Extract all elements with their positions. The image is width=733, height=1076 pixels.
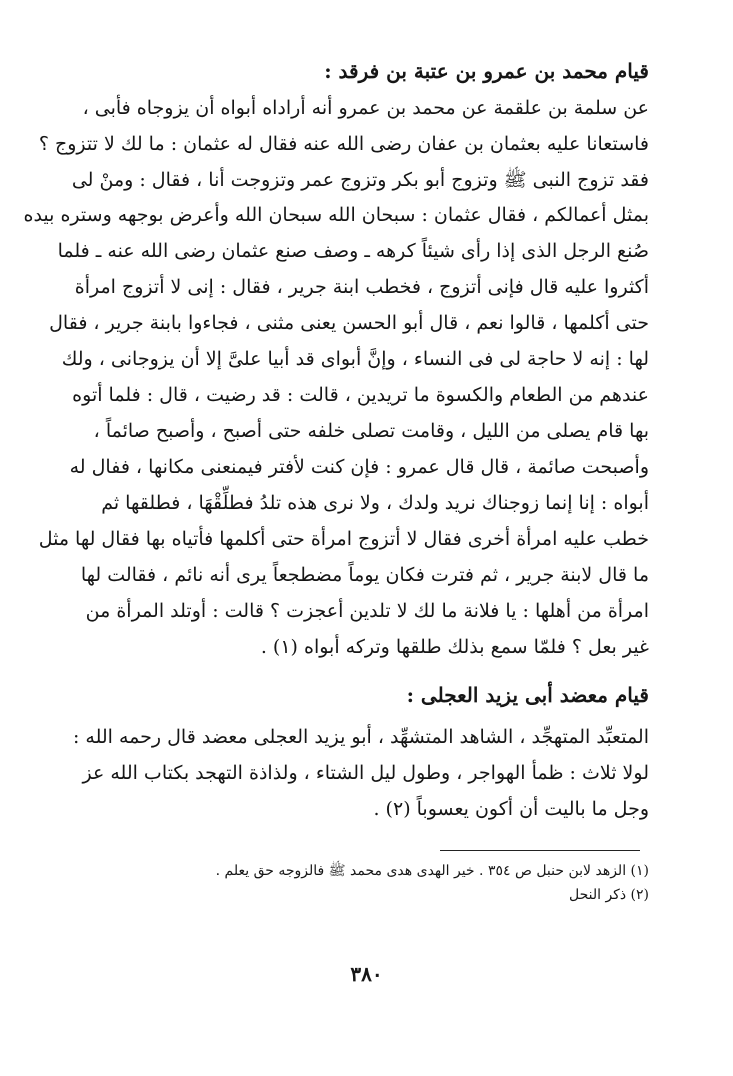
paragraph-line: لولا ثلاث : ظمأ الهواجر ، وطول ليل الشتاء ، ولذاذة التهجد بكتاب الله عز	[82, 762, 649, 784]
footnote: (١) الزهد لابن حنبل ص ٣٥٤ . خير الهدى هدى محمد ﷺ فالزوجه حق يعلم .	[215, 863, 649, 879]
paragraph-line: بمثل أعمالكم ، فقال عثمان : سبحان الله سبحان الله وأعرض بوجهه وستره بيده	[23, 204, 649, 226]
paragraph-line: امرأة من أهلها : يا فلانة ما لك لا تلدين أعجزت ؟ قالت : أوتلد المرأة من	[85, 600, 649, 622]
paragraph-line: فقد تزوج النبى ﷺ وتزوج أبو بكر وتزوج عمر وتزوجت أنا ، فقال : ومنْ لى	[71, 169, 649, 191]
paragraph-line: بها قام يصلى من الليل ، وقامت تصلى خلفه حتى أصبح ، وأصبح صائماً ،	[93, 420, 649, 442]
paragraph-line: حتى أكلمها ، قالوا نعم ، قال أبو الحسن يعنى مثنى ، فجاءوا بابنة جرير ، فقال	[49, 312, 649, 334]
paragraph-line: أكثروا عليه قال فإنى أتزوج ، فخطب ابنة جرير ، فقال : إنى لا أتزوج امرأة	[74, 276, 649, 298]
paragraph-line: أبواه : إنا إنما زوجناك نريد ولدك ، ولا نرى هذه تلدُ فطلِّقْهَا ، فطلقها ثم	[101, 492, 649, 514]
footnote: (٢) ذكر النحل	[568, 887, 649, 903]
paragraph-line: عندهم من الطعام والكسوة ما تريدين ، قالت : قد رضيت ، قال : فلما أتوه	[72, 384, 649, 406]
paragraph-line: خطب عليه امرأة أخرى فقال لا أتزوج امرأة حتى أكلمها فأتياه بها فقال لها مثل	[38, 528, 649, 550]
paragraph-line: المتعبِّد المتهجِّد ، الشاهد المتشهِّد ، أبو يزيد العجلى معضد قال رحمه الله :	[72, 726, 649, 748]
paragraph-line: فاستعانا عليه بعثمان بن عفان رضى الله عنه فقال له عثمان : ما لك لا تتزوج ؟	[38, 133, 649, 155]
page-number: ٣٨٠	[350, 962, 383, 986]
paragraph-line: ما قال لابنة جرير ، ثم فترت فكان يوماً مضطجعاً يرى أنه نائم ، فقالت لها	[80, 564, 649, 586]
paragraph-line: وجل ما باليت أن أكون يعسوباً (٢) .	[373, 798, 649, 820]
paragraph-line: وأصبحت صائمة ، قال قال عمرو : فإن كنت لأفتر فيمنعنى مكانها ، ففال له	[69, 456, 649, 478]
paragraph-line: غير بعل ؟ فلمّا سمع بذلك طلقها وتركه أبواه (١) .	[260, 636, 649, 658]
paragraph-line: لها : إنه لا حاجة لى فى النساء ، وإنَّ أبواى قد أبيا علىَّ إلا أن يزوجانى ، ولك	[61, 348, 649, 370]
paragraph-line: عن سلمة بن علقمة عن محمد بن عمرو أنه أراداه أبواه أن يزوجاه فأبى ،	[82, 97, 649, 119]
section-heading-2: قيام معضد أبى يزيد العجلى :	[406, 683, 649, 707]
section-heading-1: قيام محمد بن عمرو بن عتبة بن فرقد :	[324, 59, 649, 83]
paragraph-line: صُنع الرجل الذى إذا رأى شيئاً كرهه ـ وصف صنع عثمان رضى الله عنه ـ فلما	[57, 240, 649, 262]
footnote-divider	[440, 850, 640, 851]
